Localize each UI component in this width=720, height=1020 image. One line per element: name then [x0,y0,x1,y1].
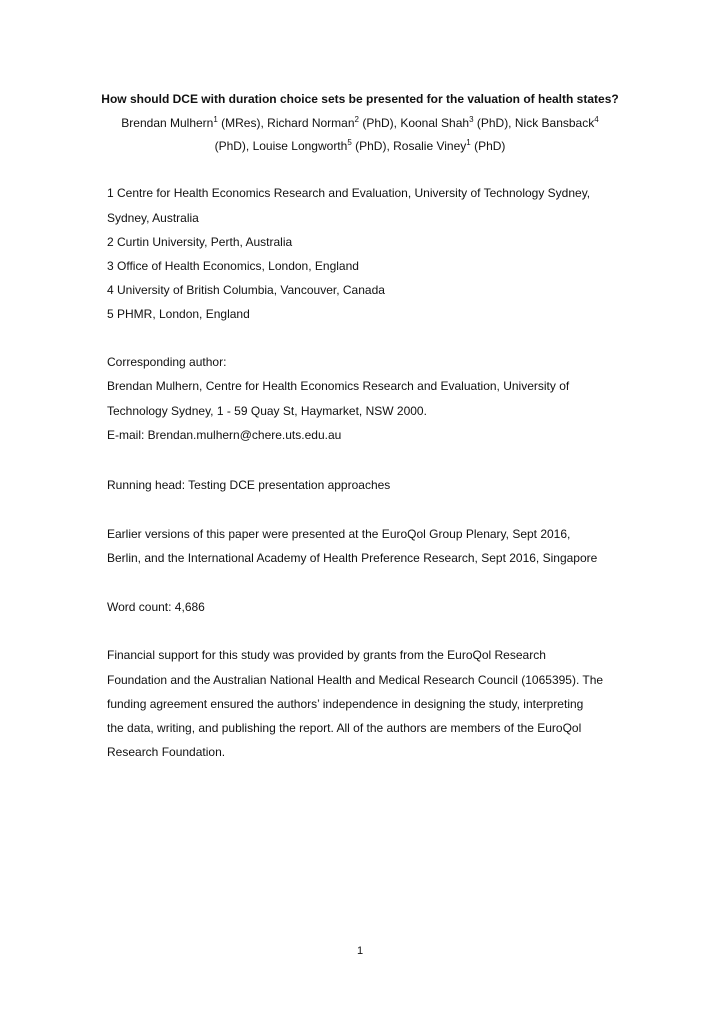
affiliation-line: 2 Curtin University, Perth, Australia [107,235,293,249]
earlier-versions-line: Earlier versions of this paper were presented at the EuroQol Group Plenary, Sept 2016, [107,527,571,541]
author-affiliation-number: 4 [594,115,599,124]
financial-support-line: funding agreement ensured the authors’ independence in designing the study, interpreting [107,697,584,711]
financial-support-line: Foundation and the Australian National Health and Medical Research Council (1065395). The [107,673,604,687]
author-line-1 [0,116,720,130]
affiliation-line: 4 University of British Columbia, Vancouver, Canada [107,283,385,297]
author-affiliation-number: 5 [347,138,352,147]
corresponding-address: Brendan Mulhern, Centre for Health Economics Research and Evaluation, University of [107,379,570,393]
corresponding-email: E-mail: Brendan.mulhern@chere.uts.edu.au [107,428,342,442]
affiliation-line: Sydney, Australia [107,211,199,225]
author-line-2 [0,139,720,153]
author-name: Richard Norman [267,116,355,130]
affiliation-line: 5 PHMR, London, England [107,307,250,321]
author-degree: (PhD), [351,139,394,153]
author-name: Rosalie Viney [393,139,467,153]
financial-support-line: Financial support for this study was provided by grants from the EuroQol Research [107,648,546,662]
earlier-versions-line: Berlin, and the International Academy of Health Preference Research, Sept 2016, Singapore [107,551,598,565]
author-affiliation-number: 1 [466,138,471,147]
running-head: Running head: Testing DCE presentation approaches [107,478,391,492]
author-degree: (PhD) [470,139,506,153]
author-affiliation-number: 2 [354,115,359,124]
author-affiliation-number: 3 [469,115,474,124]
author-degree: (PhD), [473,116,515,130]
financial-support-line: the data, writing, and publishing the report. All of the authors are members of the EuroQol [107,721,582,735]
affiliation-line: 1 Centre for Health Economics Research and Evaluation, University of Technology Sydney, [107,186,591,200]
author-name: Brendan Mulhern [121,116,214,130]
page-number: 1 [356,945,364,957]
financial-support-line: Research Foundation. [107,745,226,759]
author-degree: (PhD), [358,116,401,130]
author-degree: (MRes), [217,116,268,130]
word-count: Word count: 4,686 [107,600,205,614]
corresponding-heading: Corresponding author: [107,355,227,369]
author-name: Koonal Shah [400,116,470,130]
paper-title: How should DCE with duration choice sets be presented for the valuation of health states? [101,92,619,106]
affiliation-line: 3 Office of Health Economics, London, England [107,259,359,273]
author-name: (PhD), Louise Longworth [214,139,348,153]
author-name: Nick Bansback [514,116,595,130]
author-affiliation-number: 1 [213,115,218,124]
corresponding-address: Technology Sydney, 1 - 59 Quay St, Haymarket, NSW 2000. [107,404,427,418]
